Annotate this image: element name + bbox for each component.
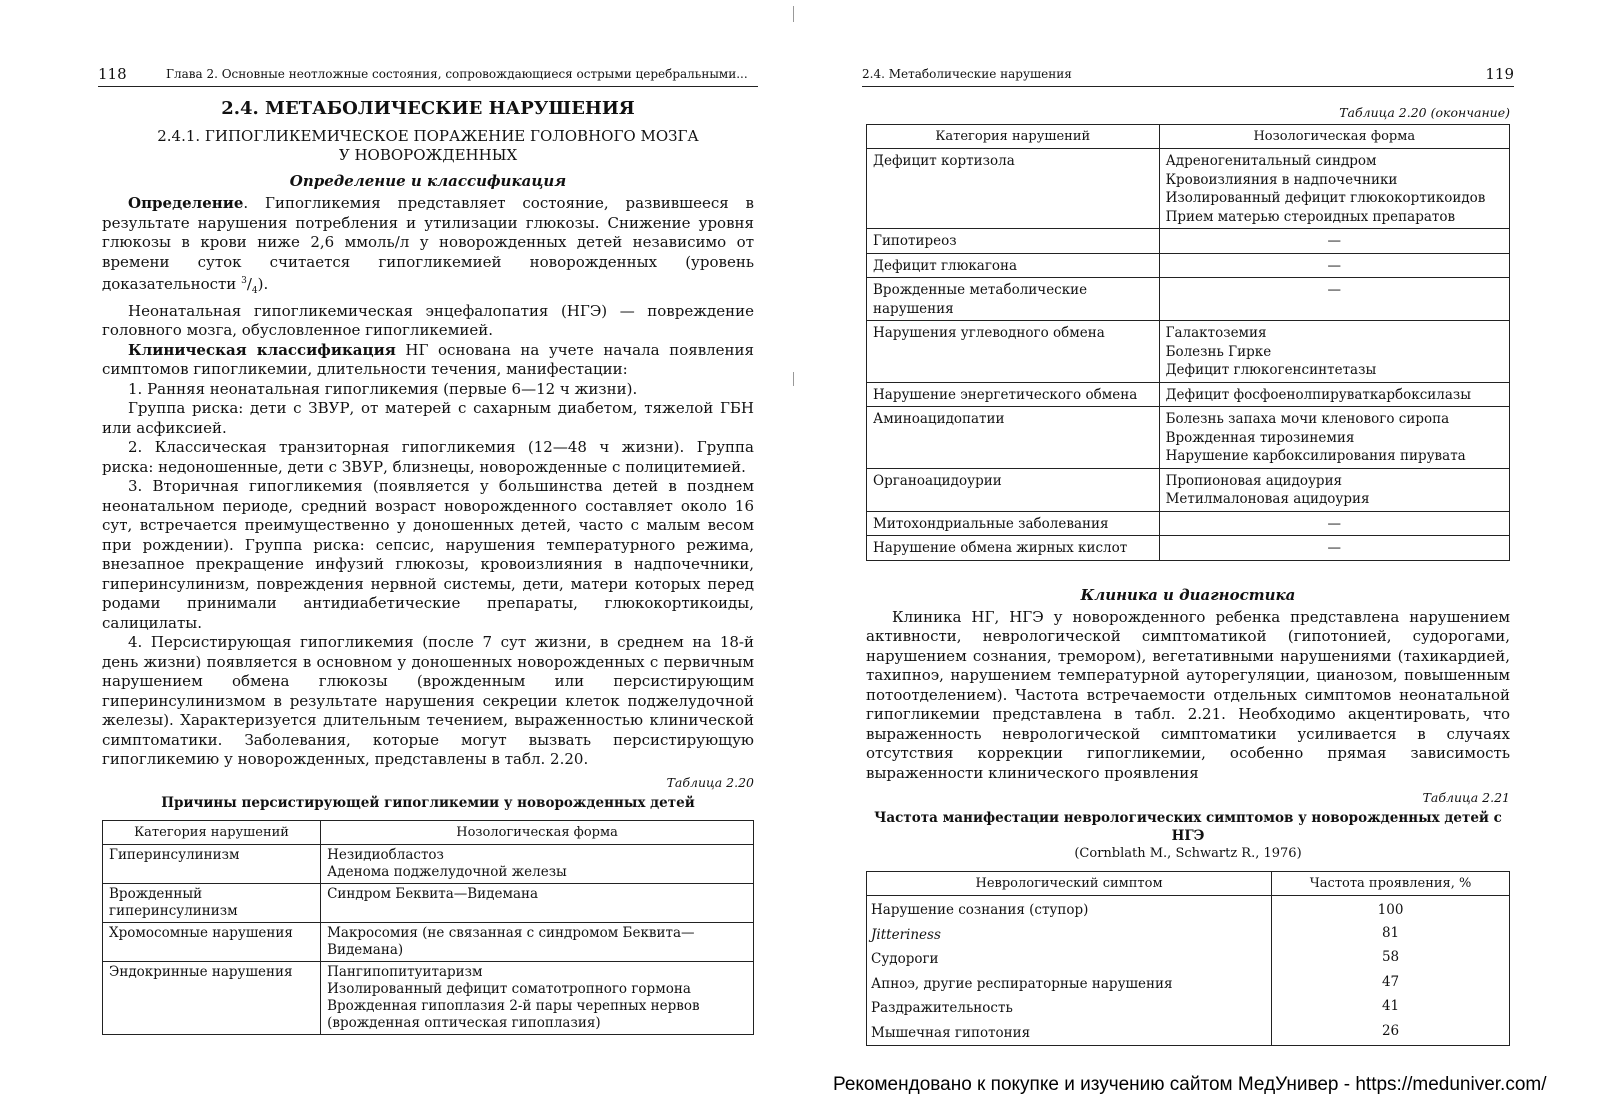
table-cell-form-line: Прием матерью стероидных препаратов (1165, 208, 1456, 225)
table-cell-category: Нарушение обмена жирных кислот (867, 536, 1160, 561)
table-cell-form-line: Незидиобластоз (327, 846, 444, 863)
table-cell-form-line: Аденома поджелудочной железы (327, 863, 567, 880)
table-header-form: Нозологическая форма (321, 820, 754, 844)
table-cell-category: Аминоацидопатии (867, 407, 1160, 469)
table-row (867, 996, 1510, 1021)
table-cell-category: Митохондриальные заболевания (867, 511, 1160, 536)
table-cell-form-line: Метилмалоновая ацидоурия (1165, 491, 1370, 507)
table-cell-form (1159, 321, 1509, 383)
table-row (103, 961, 754, 1034)
table-cell-form-line: Синдром Беквита—Видемана (327, 885, 539, 902)
table-cell-symptom: Апноэ, другие респираторные нарушения (867, 972, 1272, 997)
table-cell-form-line: — (1327, 282, 1342, 298)
subsection-title-line1: 2.4.1. ГИПОГЛИКЕМИЧЕСКОЕ ПОРАЖЕНИЕ ГОЛОВНОГО МОЗГА (157, 127, 699, 145)
table-header-category: Категория нарушений (103, 820, 321, 844)
table-row (867, 536, 1510, 561)
table-header-frequency: Частота проявления, % (1272, 872, 1510, 896)
heading-clinic: Клиника и диагностика (1080, 585, 1296, 604)
table-row (867, 972, 1510, 997)
spine-mark-top (793, 6, 794, 22)
paragraph-clinic: Клиника НГ, НГЭ у новорожденного ребенка представлена нарушением активности, неврологической симптоматикой (гипотонией, судорогами, нарушением сознания, тремором), вегетативными нарушениями (тахикардией, тахипноэ, нарушением температурной ауторегуляции, цианозом, повышенным потоотделением). Частота встречаемости отдельных симптомов неонатальной гипогликемии представлена в табл. 2.21. Необходимо акцентировать, что выраженность неврологической симптоматики усиливается в случаях отсутствия коррекции гипогликемии, особенно прямая зависимость выраженности клинического проявления (866, 607, 1510, 782)
evidence-level-denominator: 4 (251, 286, 258, 296)
table-cell-frequency: 47 (1272, 972, 1510, 997)
table-cell-form-line: Нарушение карбоксилирования пирувата (1165, 448, 1466, 464)
table-cell-frequency: 41 (1272, 996, 1510, 1021)
table-caption: Причины персистирующей гипогликемии у новорожденных детей (161, 794, 695, 811)
evidence-level-numerator: 3 (241, 276, 247, 286)
heading-definition: Определение и классификация (289, 172, 567, 190)
table-cell-form-line: — (1327, 233, 1342, 249)
table-label: Таблица 2.20 (окончание) (1339, 105, 1510, 120)
table-cell-category: Эндокринные нарушения (103, 961, 321, 1034)
table2-source: (Cornblath M., Schwartz R., 1976) (1074, 846, 1302, 861)
table-cell-form (1159, 511, 1509, 536)
table-row (867, 947, 1510, 972)
table-row (103, 844, 754, 883)
table-cell-form-line: Изолированный дефицит глюкокортикоидов (1165, 190, 1486, 206)
table-row (867, 382, 1510, 407)
table-cell-category: Дефицит кортизола (867, 149, 1160, 229)
table-cell-category: Врожденный гиперинсулинизм (103, 883, 321, 922)
table-header-row (867, 872, 1510, 896)
left-page (98, 0, 758, 1100)
table-cell-form-line: Адреногенитальный синдром (1165, 153, 1377, 169)
table-cell-form-line: Дефицит глюкогенсинтетазы (1165, 362, 1377, 378)
table-row (867, 149, 1510, 229)
running-title: Глава 2. Основные неотложные состояния, сопровождающиеся острыми церебральными... (166, 67, 748, 81)
table-row (867, 923, 1510, 948)
table-cell-form-line: Кровоизлияния в надпочечники (1165, 171, 1398, 188)
table-cell-form-line: Изолированный дефицит соматотропного гормона (327, 980, 691, 997)
table-cell-form (1159, 407, 1509, 469)
definition-lead: Определение (128, 194, 244, 212)
table-symptom-frequency (866, 871, 1510, 1046)
paragraph-early-risk: Группа риска: дети с ЗВУР, от матерей с сахарным диабетом, тяжелой ГБН или асфиксией. (102, 399, 754, 437)
right-text-flow (866, 104, 1510, 1046)
table-cell-frequency: 58 (1272, 947, 1510, 972)
table-causes-continued (866, 124, 1510, 561)
paragraph-classification (102, 341, 754, 380)
table-cell-form (1159, 468, 1509, 511)
table-cell-form-line: — (1327, 540, 1342, 556)
table-row (867, 896, 1510, 923)
running-head (862, 64, 1514, 87)
table-header-category: Категория нарушений (867, 125, 1160, 149)
table-cell-symptom: Мышечная гипотония (867, 1021, 1272, 1046)
table-row (103, 922, 754, 961)
classification-text: НГ основана на учете начала появления симптомов гипогликемии, длительности течения, манифестации: (102, 340, 754, 378)
subsection-title-line2: У НОВОРОЖДЕННЫХ (338, 146, 518, 164)
table-cell-form (321, 883, 754, 922)
page-number: 118 (98, 65, 127, 83)
table-cell-category: Гиперинсулинизм (103, 844, 321, 883)
table-cell-symptom: Раздражительность (867, 996, 1272, 1021)
table-cell-symptom: Jitteriness (867, 923, 1272, 948)
paragraph-persistent: 4. Персистирующая гипогликемия (после 7 сут жизни, в среднем на 18-й день жизни) появляется в основном у доношенных новорожденных с первичным нарушением обмена глюкозы (врожденным или персистирующим гиперинсулинизмом в результате нарушения секреции клеток поджелудочной железы). Характеризуется длительным течением, выраженностью клинической симптоматики. Заболевания, которые могут вызвать персистирующую гипогликемию у новорожденных, представлены в табл. 2.20. (102, 633, 754, 768)
table-label: Таблица 2.20 (666, 774, 754, 790)
table-cell-category: Органоацидоурии (867, 468, 1160, 511)
table-cell-form-line: Пангипопитуитаризм (327, 963, 483, 980)
paragraph-early: 1. Ранняя неонатальная гипогликемия (первые 6—12 ч жизни). (128, 379, 638, 398)
table-cell-frequency: 26 (1272, 1021, 1510, 1046)
table-cell-form-line: (врожденная оптическая гипоплазия) (327, 1014, 601, 1031)
table-cell-category: Врожденные метаболические нарушения (867, 278, 1160, 321)
table-cell-category: Дефицит глюкагона (867, 253, 1160, 278)
table-cell-form-line: Макросомия (не связанная с синдромом Беквита—Видемана) (327, 924, 695, 958)
paragraph-secondary: 3. Вторичная гипогликемия (появляется у большинства детей в позднем неонатальном периоде, средний возраст новорожденного составляет около 16 сут, встречается преимущественно у доношенных детей, часто с малым весом при рождении). Группа риска: сепсис, нарушения температурного режима, внезапное прекращение инфузий глюкозы, кровоизлияния в надпочечники, гиперинсулинизм, повреждения нервной системы, дети, матери которых перед родами принимали антидиабетические препараты, глюкокортикоиды, салицилаты. (102, 477, 754, 632)
table-cell-form (1159, 536, 1509, 561)
table-cell-form (321, 961, 754, 1034)
table-row (867, 278, 1510, 321)
table-cell-frequency: 81 (1272, 923, 1510, 948)
definition-text: . Гипогликемия представляет состояние, развившееся в результате нарушения потребления и утилизации глюкозы. Снижение уровня глюкозы в крови ниже 2,6 ммоль/л у новорожденных детей независимо от времени суток считается гипогликемией новорожденных (уровень доказательности (102, 194, 754, 293)
table-row (867, 1021, 1510, 1046)
table-cell-form-line: Болезнь Гирке (1165, 343, 1272, 360)
paragraph-nge: Неонатальная гипогликемическая энцефалопатия (НГЭ) — повреждение головного мозга, обусловленное гипогликемией. (102, 301, 754, 339)
footer-watermark: Рекомендовано к покупке и изучению сайтом МедУнивер - https://meduniver.com/ (833, 1074, 1547, 1095)
subsection-title (102, 127, 754, 165)
table-cell-symptom: Нарушение сознания (ступор) (867, 896, 1272, 923)
table-cell-category: Нарушение энергетического обмена (867, 382, 1160, 407)
table-cell-form (321, 922, 754, 961)
table2-label: Таблица 2.21 (1422, 790, 1510, 805)
section-title: 2.4. МЕТАБОЛИЧЕСКИЕ НАРУШЕНИЯ (221, 98, 635, 119)
table-cell-form-line: Врожденная тирозинемия (1165, 429, 1355, 446)
table-cell-form (1159, 253, 1509, 278)
table-cell-category: Хромосомные нарушения (103, 922, 321, 961)
running-title: 2.4. Метаболические нарушения (862, 67, 1072, 81)
paragraph-definition: Определение. Гипогликемия представляет состояние, развившееся в результате нарушения потребления и утилизации глюкозы. Снижение уровня глюкозы в крови ниже 2,6 ммоль/л у новорожденных детей независимо от времени суток считается гипогликемией новорожденных (уровень доказательности $^3/_4$). (102, 194, 754, 296)
spine-mark-middle (793, 372, 794, 386)
table-header-row (103, 820, 754, 844)
table-row (867, 229, 1510, 254)
table-row (867, 511, 1510, 536)
table-cell-form-line: Пропионовая ацидоурия (1165, 472, 1343, 489)
table-cell-form-line: — (1327, 257, 1342, 274)
table-cell-category: Гипотиреоз (867, 229, 1160, 254)
table-cell-form (321, 844, 754, 883)
table-cell-form-line: Дефицит фосфоенолпируваткарбоксилазы (1165, 386, 1471, 403)
table-cell-frequency: 100 (1272, 896, 1510, 923)
table-causes (102, 820, 754, 1035)
page-number: 119 (1485, 65, 1514, 83)
classification-lead: Клиническая классификация (128, 340, 396, 359)
table-cell-form (1159, 149, 1509, 229)
table-header-symptom: Неврологический симптом (867, 872, 1272, 896)
left-text-flow (102, 97, 754, 1035)
table-cell-form-line: Болезнь запаха мочи кленового сиропа (1165, 411, 1450, 427)
right-page (862, 0, 1514, 1100)
table-header-row (867, 125, 1510, 149)
table-row (867, 407, 1510, 469)
table-cell-form-line: Врожденная гипоплазия 2-й пары черепных нервов (327, 997, 700, 1014)
table-cell-form (1159, 229, 1509, 254)
table-row (103, 883, 754, 922)
definition-end: ). (257, 275, 269, 293)
table-row (867, 468, 1510, 511)
table-row (867, 321, 1510, 383)
table-row (867, 253, 1510, 278)
table-cell-symptom: Судороги (867, 947, 1272, 972)
table-header-form: Нозологическая форма (1159, 125, 1509, 149)
running-head (98, 64, 758, 87)
table-cell-form (1159, 382, 1509, 407)
table-cell-form-line: — (1327, 515, 1342, 532)
table-cell-category: Нарушения углеводного обмена (867, 321, 1160, 383)
table-cell-form-line: Галактоземия (1165, 325, 1267, 341)
table2-caption: Частота манифестации неврологических симптомов у новорожденных детей с НГЭ (874, 810, 1502, 844)
table-cell-form (1159, 278, 1509, 321)
paragraph-transient: 2. Классическая транзиторная гипогликемия (12—48 ч жизни). Группа риска: недоношенные, дети с ЗВУР, близнецы, новорожденные с полицитемией. (102, 438, 754, 476)
